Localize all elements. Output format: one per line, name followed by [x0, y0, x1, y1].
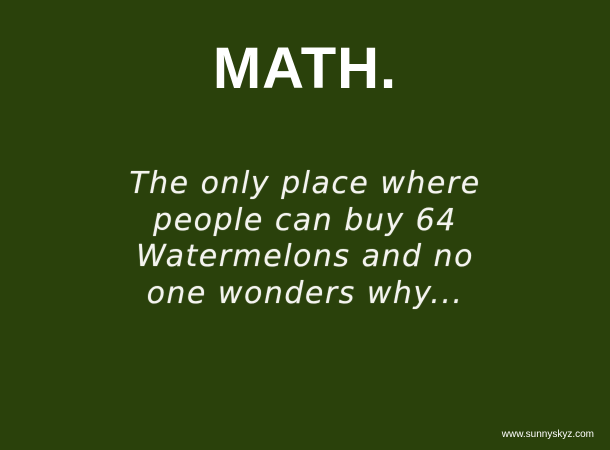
joke-line: people can buy 64 [153, 202, 457, 238]
joke-line: The only place where [129, 166, 481, 201]
watermark-credit: www.sunnyskyz.com [501, 429, 594, 440]
joke-line: one wonders why... [146, 275, 464, 311]
joke-line: Watermelons and no [136, 239, 474, 274]
page-title: MATH. [212, 36, 398, 101]
joke-text [30, 166, 580, 312]
